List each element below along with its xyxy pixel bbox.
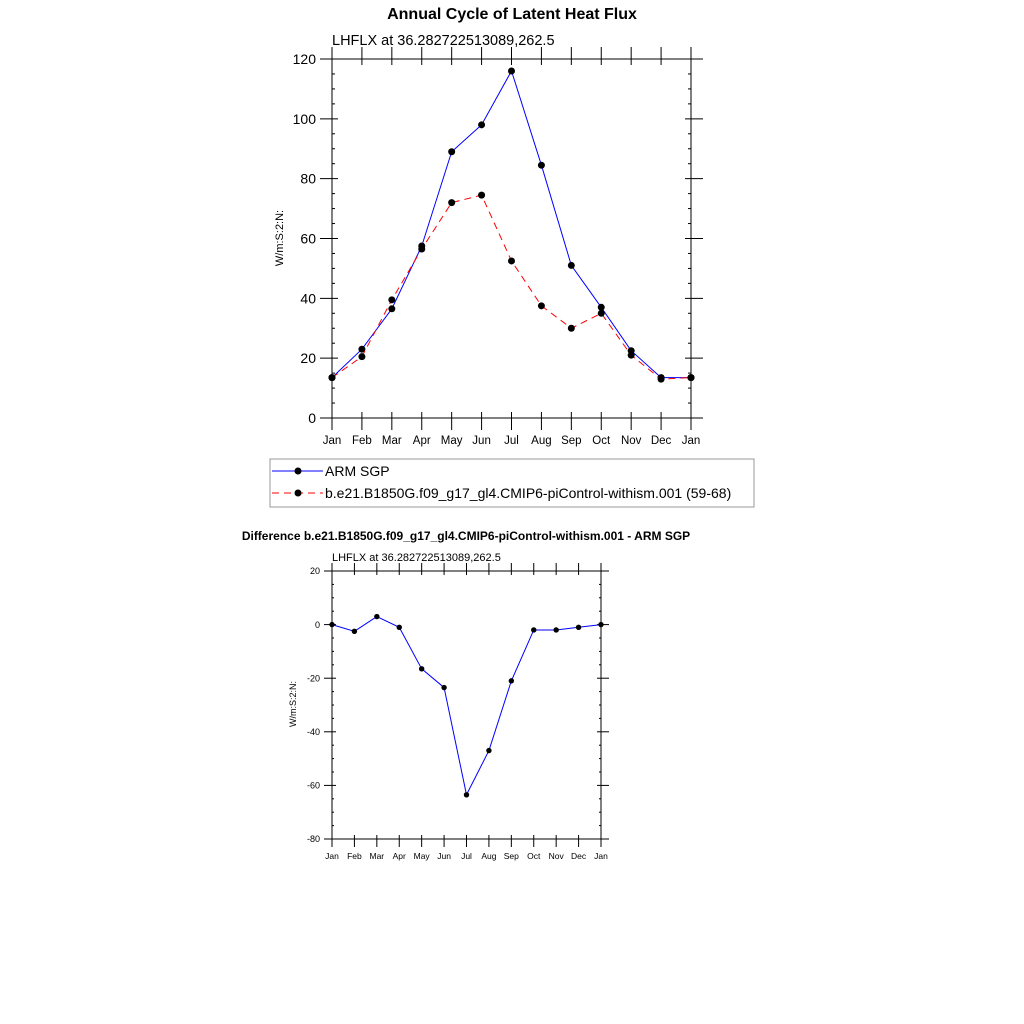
top-chart-ytick-label: 40: [300, 290, 316, 307]
bottom-chart-series-0-point: [531, 627, 536, 632]
bottom-chart-xtick-label: Jul: [461, 851, 472, 861]
top-chart-series-1-point: [688, 374, 695, 381]
bottom-chart-subtitle: LHFLX at 36.282722513089,262.5: [332, 552, 501, 564]
top-chart-series-1-point: [628, 352, 635, 359]
top-chart-series-0-point: [508, 67, 515, 74]
bottom-chart-xtick-label: Feb: [347, 851, 362, 861]
top-chart-xtick-label: Jan: [681, 435, 701, 447]
bottom-chart-xtick-label: Aug: [481, 851, 497, 861]
bottom-chart-ytick-label: -80: [306, 834, 320, 845]
bottom-chart-series-0-point: [553, 627, 558, 632]
bottom-chart-ytick-label: 20: [309, 566, 320, 577]
top-chart-series-1-point: [658, 376, 665, 383]
bottom-chart-ylabel: W/m:S:2:N:: [288, 680, 298, 728]
top-chart-series-1-point: [358, 353, 365, 360]
bottom-chart-series-0-point: [352, 629, 357, 634]
top-chart-series-0-point: [388, 305, 395, 312]
top-chart-xtick-label: May: [440, 435, 463, 447]
bottom-chart-series-0-point: [576, 625, 581, 630]
top-chart-ytick-label: 0: [308, 410, 316, 427]
top-chart-xtick-label: Mar: [381, 435, 402, 447]
top-chart-xtick-label: Oct: [592, 435, 611, 447]
bottom-chart-title: Difference b.e21.B1850G.f09_g17_gl4.CMIP6-piControl-withism.001 - ARM SGP: [241, 529, 691, 543]
top-chart-series-1-point: [508, 257, 515, 264]
top-chart-ylabel: W/m:S:2:N:: [274, 209, 286, 267]
bottom-chart-series-0-point: [486, 748, 491, 753]
bottom-chart-xtick-label: Nov: [548, 851, 564, 861]
bottom-chart-xtick-label: Apr: [392, 851, 406, 861]
top-chart-series-1-point: [538, 302, 545, 309]
top-chart-xtick-label: Jul: [504, 435, 519, 447]
top-chart-series-1-point: [478, 192, 485, 199]
bottom-chart-series-0-point: [419, 666, 424, 671]
bottom-chart-series-0-point: [509, 678, 514, 683]
legend-label-model: b.e21.B1850G.f09_g17_gl4.CMIP6-piControl-withism.001 (59-68): [325, 485, 732, 501]
top-chart-ytick-label: 20: [300, 350, 316, 367]
top-chart-xtick-label: Aug: [531, 435, 552, 447]
top-chart-series-0-point: [568, 262, 575, 269]
legend-label-obs: ARM SGP: [325, 463, 390, 479]
main-title: Annual Cycle of Latent Heat Flux: [387, 6, 637, 23]
top-chart-series-1-point: [388, 296, 395, 303]
legend: [270, 459, 754, 507]
bottom-chart-series-0-point: [441, 685, 446, 690]
top-chart-xtick-label: Feb: [352, 435, 372, 447]
top-chart-ytick-label: 120: [292, 51, 316, 68]
top-chart-series-1-point: [418, 245, 425, 252]
bottom-chart-xtick-label: Jan: [594, 851, 608, 861]
bottom-chart-series-0-point: [374, 614, 379, 619]
bottom-chart-xtick-label: Oct: [527, 851, 541, 861]
top-chart-series-1-point: [568, 325, 575, 332]
bottom-chart-series-0-point: [397, 625, 402, 630]
bottom-chart-xtick-label: Dec: [571, 851, 587, 861]
top-chart-series-0-point: [538, 162, 545, 169]
legend-marker-obs: [295, 468, 302, 475]
top-chart-series-1-point: [598, 310, 605, 317]
legend-marker-model: [295, 490, 302, 497]
top-chart-xtick-label: Apr: [412, 435, 431, 447]
bottom-chart-xtick-label: Mar: [369, 851, 385, 861]
top-chart-xtick-label: Jan: [322, 435, 342, 447]
bottom-chart-ytick-label: -60: [306, 780, 320, 791]
bottom-chart-xtick-label: Jun: [437, 851, 451, 861]
top-chart-series-0-point: [448, 148, 455, 155]
top-chart-xtick-label: Nov: [620, 435, 642, 447]
bottom-chart-xtick-label: May: [413, 851, 430, 861]
top-chart-xtick-label: Dec: [650, 435, 672, 447]
bottom-chart-series-0-point: [329, 622, 334, 627]
top-chart-xtick-label: Sep: [561, 435, 582, 447]
bottom-chart-xtick-label: Jan: [325, 851, 339, 861]
bottom-chart-ytick-label: -40: [306, 727, 320, 738]
top-chart-series-1-point: [448, 199, 455, 206]
bottom-chart-series-0-point: [464, 792, 469, 797]
top-chart-ytick-label: 100: [292, 110, 316, 127]
top-chart-series-1-point: [329, 374, 336, 381]
bottom-chart-xtick-label: Sep: [503, 851, 519, 861]
bottom-chart-ytick-label: -20: [306, 673, 320, 684]
bottom-chart-ytick-label: 0: [314, 619, 320, 630]
bottom-chart-series-0-point: [598, 622, 603, 627]
top-chart-ytick-label: 80: [300, 170, 316, 187]
top-chart-xtick-label: Jun: [472, 435, 491, 447]
top-chart-series-0-point: [478, 121, 485, 128]
top-chart-subtitle: LHFLX at 36.282722513089,262.5: [332, 33, 555, 49]
top-chart-series-0-point: [598, 304, 605, 311]
top-chart-ytick-label: 60: [300, 230, 316, 247]
